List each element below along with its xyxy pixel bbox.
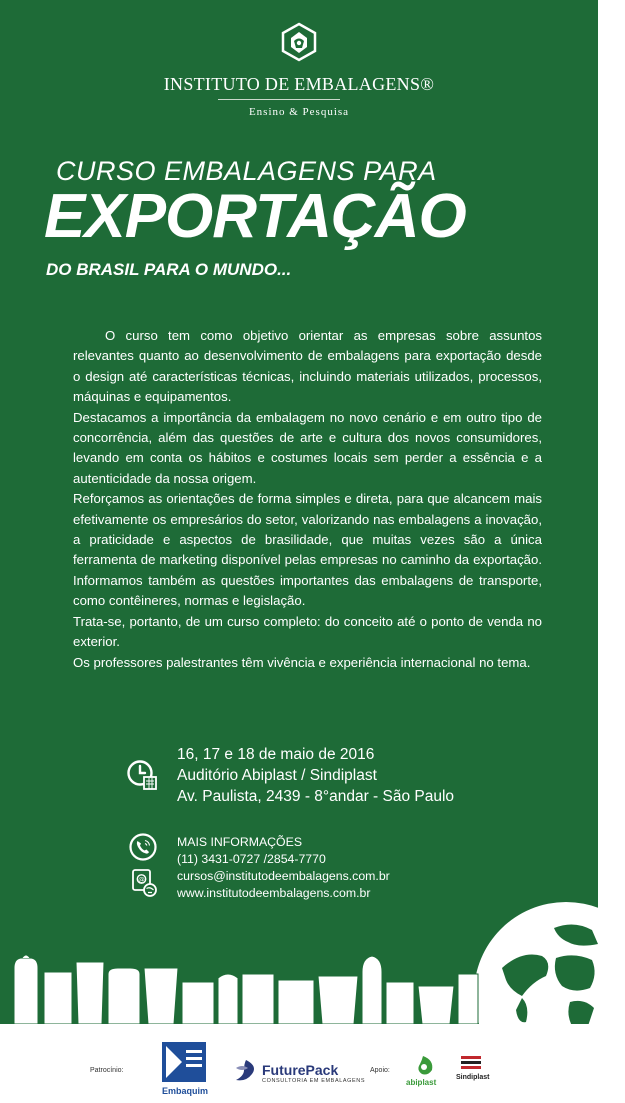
contact-heading: MAIS INFORMAÇÕES	[177, 835, 303, 849]
support-abiplast: abiplast	[406, 1078, 437, 1087]
sponsors-footer	[0, 1024, 625, 1103]
intro-paragraph: Os professores palestrantes têm vivência e experiência internacional no tema.	[73, 654, 531, 670]
contact-info	[177, 834, 390, 902]
intro-paragraph: Reforçamos as orientações de forma simples e direta, para que alcancem mais efetivamente os empresários do setor, valorizando nas embalagens a inovação, a praticidade e aspectos de brasilidade, que muitas vezes são a única ferramenta de marketing disponível pelas empresas no caminho da exportação. Informamos também as questões importantes das embalagens de transporte, como contêineres, normas e legislação.	[73, 491, 542, 609]
futurepack-tagline: CONSULTORIA EM EMBALAGENS	[262, 1078, 366, 1084]
sindiplast-logo-icon	[460, 1054, 482, 1074]
contact-email[interactable]: cursos@institutodeembalagens.com.br	[177, 869, 390, 883]
course-description	[73, 326, 542, 673]
globe-icon	[470, 898, 598, 1024]
support-sindiplast: Sindiplast	[456, 1074, 490, 1081]
institute-logo-icon	[280, 22, 318, 62]
title-main: EXPORTAÇÃO	[44, 182, 466, 251]
title-subtitle: DO BRASIL PARA O MUNDO...	[46, 260, 292, 279]
abiplast-logo-icon	[410, 1054, 436, 1078]
event-date: 16, 17 e 18 de maio de 2016	[177, 746, 375, 763]
calendar-clock-icon	[126, 759, 158, 791]
contact-card-icon	[131, 868, 159, 898]
intro-paragraph: Trata-se, portanto, de um curso completo: do conceito até o ponto de venda no exterior.	[73, 613, 542, 650]
support-label: Apoio:	[370, 1067, 390, 1074]
svg-text:@: @	[138, 875, 145, 884]
packaging-silhouettes-icon	[10, 952, 480, 1024]
brand-subtitle: Ensino & Pesquisa	[248, 106, 350, 118]
sponsor-embaquim: Embaquim	[162, 1086, 209, 1096]
intro-paragraph: Destacamos a importância da embalagem no novo cenário e em outro tipo de concorrência, além das questões de arte e cultura dos novos consumidores, levando em conta os hábitos e costumes locais sem perder a essência e a autenticidade da nossa origem.	[73, 409, 542, 486]
event-venue: Auditório Abiplast / Sindiplast	[177, 767, 377, 784]
event-address: Av. Paulista, 2439 - 8°andar - São Paulo	[177, 788, 455, 805]
brand-divider	[218, 99, 340, 100]
sponsor-futurepack: FuturePack	[262, 1062, 339, 1078]
event-details	[177, 744, 454, 807]
futurepack-logo-icon	[232, 1058, 260, 1086]
brand-name: INSTITUTO DE EMBALAGENS®	[163, 74, 435, 94]
sponsor-label: Patrocínio:	[90, 1067, 124, 1074]
contact-website[interactable]: www.institutodeembalagens.com.br	[177, 886, 371, 900]
phone-icon	[128, 832, 158, 862]
contact-phone[interactable]: (11) 3431-0727 /2854-7770	[177, 852, 326, 866]
title-line1: CURSO EMBALAGENS PARA	[56, 156, 437, 186]
intro-paragraph: O curso tem como objetivo orientar as empresas sobre assuntos relevantes quanto ao desenvolvimento de embalagens para exportação desde o design até características técnicas, incluindo materiais utilizados, processos, máquinas e equipamentos.	[73, 328, 542, 405]
